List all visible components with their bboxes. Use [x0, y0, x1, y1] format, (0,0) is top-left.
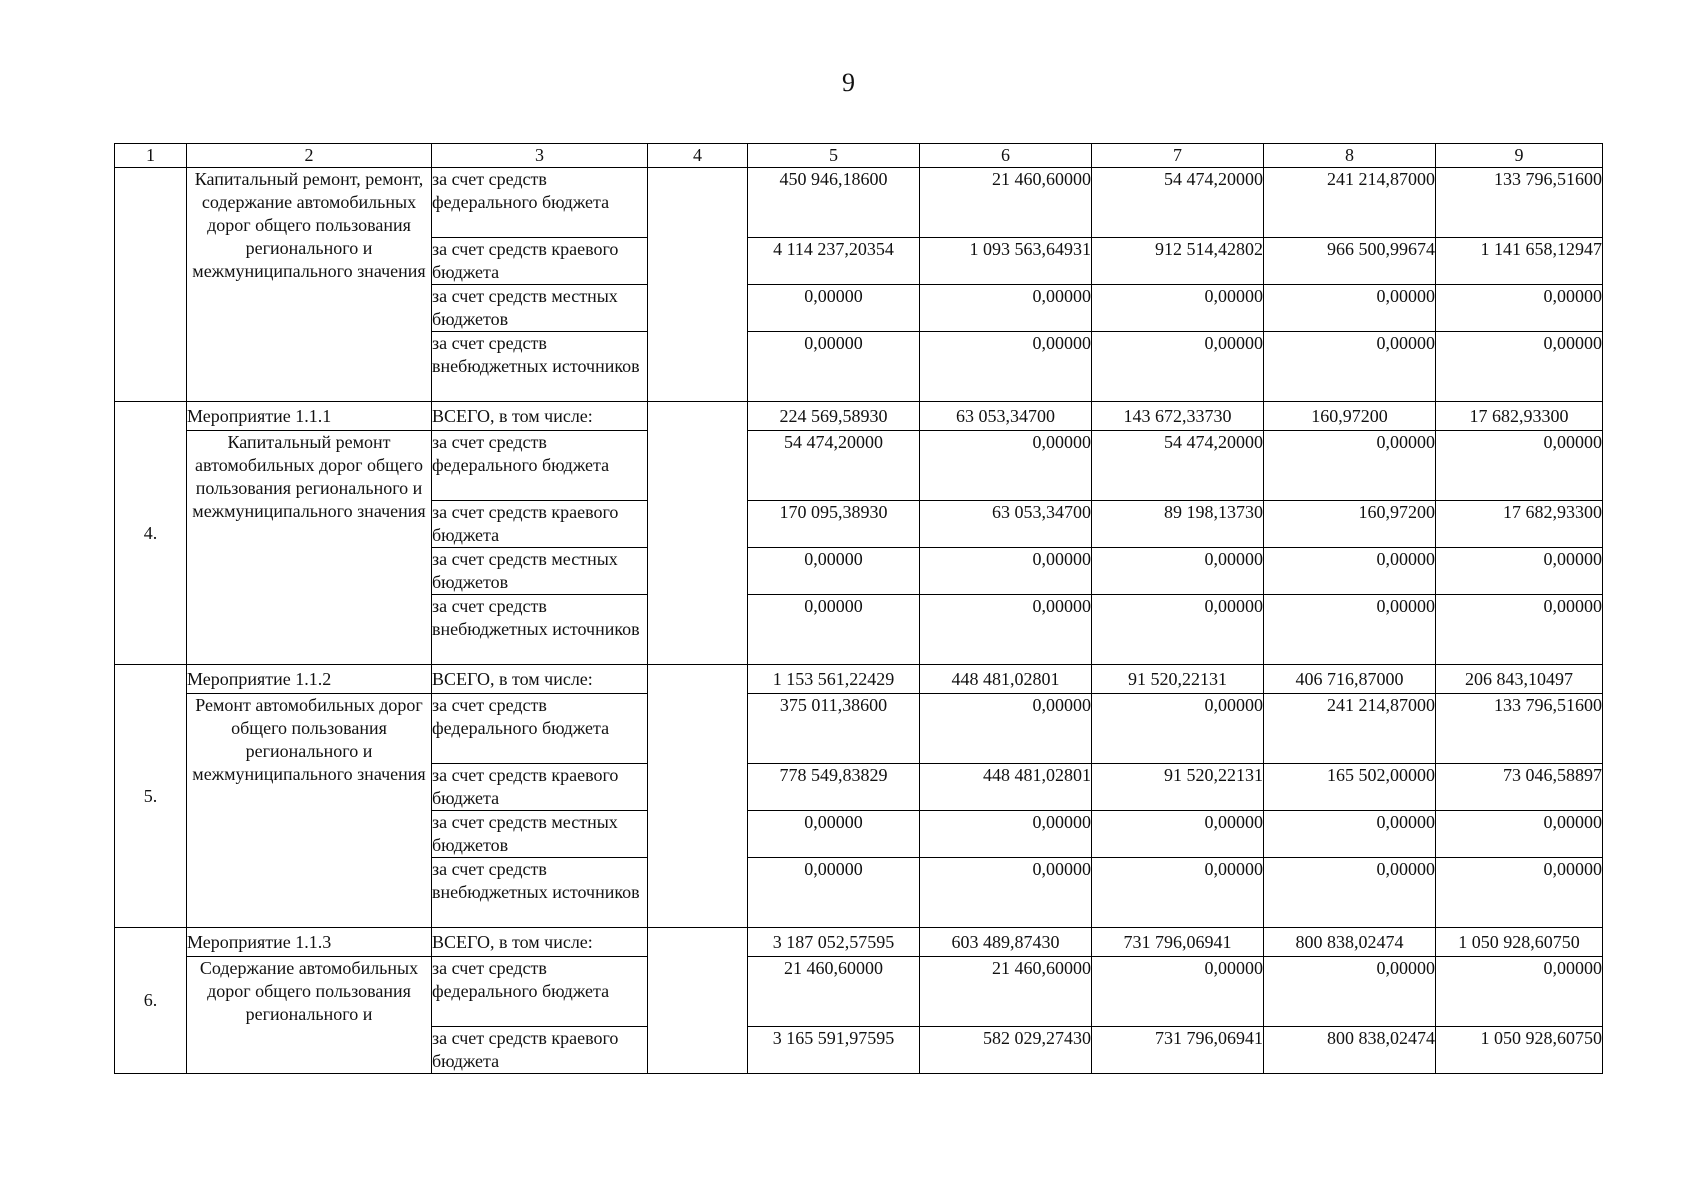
funding-source-cell: за счет средств внебюджетных источников: [432, 595, 648, 665]
funding-source-cell: за счет средств внебюджетных источников: [432, 332, 648, 402]
header-cell: 7: [1092, 144, 1264, 168]
amount-cell: 0,00000: [1436, 285, 1603, 332]
amount-cell: 0,00000: [748, 332, 920, 402]
amount-cell: 0,00000: [1264, 285, 1436, 332]
amount-cell: 0,00000: [1436, 957, 1603, 1027]
funding-source-cell: за счет средств федерального бюджета: [432, 168, 648, 238]
total-amount-cell: 406 716,87000: [1264, 665, 1436, 694]
amount-cell: 375 011,38600: [748, 694, 920, 764]
amount-cell: 0,00000: [1092, 285, 1264, 332]
amount-cell: 0,00000: [1436, 858, 1603, 928]
amount-cell: 0,00000: [1264, 332, 1436, 402]
amount-cell: 0,00000: [920, 285, 1092, 332]
amount-cell: 133 796,51600: [1436, 694, 1603, 764]
amount-cell: 54 474,20000: [1092, 431, 1264, 501]
funding-source-row: [115, 694, 1603, 764]
header-cell: 3: [432, 144, 648, 168]
total-amount-cell: 800 838,02474: [1264, 928, 1436, 957]
activity-title-cell: Мероприятие 1.1.1: [187, 402, 432, 431]
header-cell: 5: [748, 144, 920, 168]
amount-cell: 17 682,93300: [1436, 501, 1603, 548]
amount-cell: 73 046,58897: [1436, 764, 1603, 811]
amount-cell: 21 460,60000: [748, 957, 920, 1027]
amount-cell: 0,00000: [1436, 811, 1603, 858]
activity-total-row: [115, 928, 1603, 957]
amount-cell: 54 474,20000: [748, 431, 920, 501]
amount-cell: 0,00000: [920, 858, 1092, 928]
total-amount-cell: 3 187 052,57595: [748, 928, 920, 957]
amount-cell: 0,00000: [1264, 858, 1436, 928]
amount-cell: 170 095,38930: [748, 501, 920, 548]
header-cell: 8: [1264, 144, 1436, 168]
amount-cell: 448 481,02801: [920, 764, 1092, 811]
amount-cell: 0,00000: [1264, 957, 1436, 1027]
amount-cell: 3 165 591,97595: [748, 1027, 920, 1074]
activity-title-cell: Мероприятие 1.1.3: [187, 928, 432, 957]
activity-name-cell: Капитальный ремонт автомобильных дорог общего пользования регионального и межмуниципального значения: [187, 431, 432, 665]
amount-cell: 0,00000: [1436, 548, 1603, 595]
total-amount-cell: 206 843,10497: [1436, 665, 1603, 694]
column-number-header-row: [115, 144, 1603, 168]
amount-cell: 0,00000: [1092, 548, 1264, 595]
funding-source-cell: за счет средств федерального бюджета: [432, 694, 648, 764]
amount-cell: 0,00000: [1264, 548, 1436, 595]
amount-cell: 800 838,02474: [1264, 1027, 1436, 1074]
row-number-cell: [115, 168, 187, 402]
amount-cell: 0,00000: [748, 285, 920, 332]
amount-cell: 1 141 658,12947: [1436, 238, 1603, 285]
column-4-cell: [648, 928, 748, 1074]
total-amount-cell: 160,97200: [1264, 402, 1436, 431]
activity-name-cell: Содержание автомобильных дорог общего пользования регионального и: [187, 957, 432, 1074]
funding-source-row: [115, 431, 1603, 501]
column-4-cell: [648, 168, 748, 402]
amount-cell: 0,00000: [748, 548, 920, 595]
activity-name-cell: Ремонт автомобильных дорог общего пользования регионального и межмуниципального значения: [187, 694, 432, 928]
total-amount-cell: 224 569,58930: [748, 402, 920, 431]
header-cell: 6: [920, 144, 1092, 168]
total-amount-cell: 603 489,87430: [920, 928, 1092, 957]
amount-cell: 0,00000: [920, 694, 1092, 764]
funding-source-cell: за счет средств краевого бюджета: [432, 1027, 648, 1074]
funding-source-cell: за счет средств федерального бюджета: [432, 431, 648, 501]
amount-cell: 0,00000: [1264, 811, 1436, 858]
funding-source-row: [115, 168, 1603, 238]
amount-cell: 89 198,13730: [1092, 501, 1264, 548]
amount-cell: 21 460,60000: [920, 168, 1092, 238]
amount-cell: 4 114 237,20354: [748, 238, 920, 285]
funding-source-cell: за счет средств краевого бюджета: [432, 238, 648, 285]
amount-cell: 54 474,20000: [1092, 168, 1264, 238]
amount-cell: 133 796,51600: [1436, 168, 1603, 238]
amount-cell: 0,00000: [748, 811, 920, 858]
amount-cell: 0,00000: [1092, 858, 1264, 928]
funding-source-cell: за счет средств местных бюджетов: [432, 285, 648, 332]
total-amount-cell: 143 672,33730: [1092, 402, 1264, 431]
amount-cell: 966 500,99674: [1264, 238, 1436, 285]
row-number-cell: 6.: [115, 928, 187, 1074]
row-number-cell: 4.: [115, 402, 187, 665]
total-amount-cell: 1 050 928,60750: [1436, 928, 1603, 957]
activity-total-row: [115, 402, 1603, 431]
activity-name-cell: Капитальный ремонт, ремонт, содержание автомобильных дорог общего пользования регионального и межмуниципального значения: [187, 168, 432, 402]
amount-cell: 0,00000: [748, 595, 920, 665]
amount-cell: 0,00000: [1264, 431, 1436, 501]
total-amount-cell: 1 153 561,22429: [748, 665, 920, 694]
amount-cell: 0,00000: [1436, 431, 1603, 501]
page-number: 9: [842, 68, 855, 97]
funding-source-cell: за счет средств краевого бюджета: [432, 501, 648, 548]
amount-cell: 21 460,60000: [920, 957, 1092, 1027]
amount-cell: 0,00000: [1264, 595, 1436, 665]
amount-cell: 0,00000: [1092, 694, 1264, 764]
header-cell: 9: [1436, 144, 1603, 168]
activity-total-row: [115, 665, 1603, 694]
amount-cell: 1 050 928,60750: [1436, 1027, 1603, 1074]
funding-source-cell: за счет средств краевого бюджета: [432, 764, 648, 811]
amount-cell: 0,00000: [920, 548, 1092, 595]
amount-cell: 0,00000: [1092, 957, 1264, 1027]
amount-cell: 0,00000: [920, 431, 1092, 501]
amount-cell: 0,00000: [1092, 332, 1264, 402]
amount-cell: 0,00000: [1092, 595, 1264, 665]
amount-cell: 241 214,87000: [1264, 168, 1436, 238]
funding-source-cell: за счет средств внебюджетных источников: [432, 858, 648, 928]
amount-cell: 0,00000: [1436, 595, 1603, 665]
table-body: [115, 144, 1603, 1074]
funding-source-cell: за счет средств федерального бюджета: [432, 957, 648, 1027]
amount-cell: 165 502,00000: [1264, 764, 1436, 811]
funding-source-cell: за счет средств местных бюджетов: [432, 548, 648, 595]
amount-cell: 0,00000: [920, 811, 1092, 858]
amount-cell: 0,00000: [920, 595, 1092, 665]
amount-cell: 0,00000: [748, 858, 920, 928]
row-number-cell: 5.: [115, 665, 187, 928]
total-amount-cell: 731 796,06941: [1092, 928, 1264, 957]
header-cell: 4: [648, 144, 748, 168]
column-4-cell: [648, 402, 748, 665]
total-label-cell: ВСЕГО, в том числе:: [432, 928, 648, 957]
amount-cell: 778 549,83829: [748, 764, 920, 811]
amount-cell: 450 946,18600: [748, 168, 920, 238]
budget-table: [114, 143, 1603, 1074]
header-cell: 2: [187, 144, 432, 168]
amount-cell: 160,97200: [1264, 501, 1436, 548]
amount-cell: 1 093 563,64931: [920, 238, 1092, 285]
funding-source-cell: за счет средств местных бюджетов: [432, 811, 648, 858]
total-amount-cell: 17 682,93300: [1436, 402, 1603, 431]
total-label-cell: ВСЕГО, в том числе:: [432, 402, 648, 431]
total-amount-cell: 63 053,34700: [920, 402, 1092, 431]
amount-cell: 63 053,34700: [920, 501, 1092, 548]
activity-title-cell: Мероприятие 1.1.2: [187, 665, 432, 694]
amount-cell: 0,00000: [920, 332, 1092, 402]
amount-cell: 731 796,06941: [1092, 1027, 1264, 1074]
header-cell: 1: [115, 144, 187, 168]
amount-cell: 91 520,22131: [1092, 764, 1264, 811]
amount-cell: 582 029,27430: [920, 1027, 1092, 1074]
amount-cell: 0,00000: [1092, 811, 1264, 858]
amount-cell: 241 214,87000: [1264, 694, 1436, 764]
total-amount-cell: 91 520,22131: [1092, 665, 1264, 694]
total-label-cell: ВСЕГО, в том числе:: [432, 665, 648, 694]
amount-cell: 912 514,42802: [1092, 238, 1264, 285]
funding-source-row: [115, 957, 1603, 1027]
column-4-cell: [648, 665, 748, 928]
total-amount-cell: 448 481,02801: [920, 665, 1092, 694]
amount-cell: 0,00000: [1436, 332, 1603, 402]
